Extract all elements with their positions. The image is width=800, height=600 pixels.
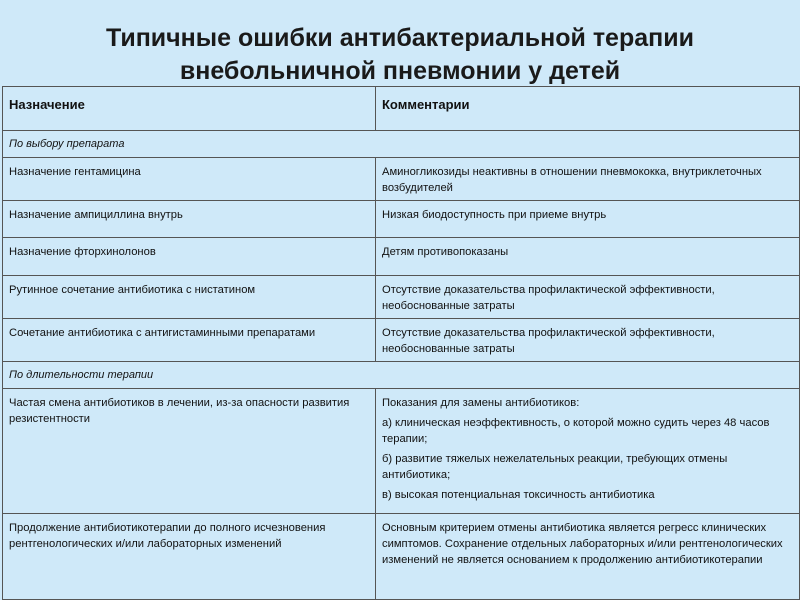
row-assignment: Назначение фторхинолонов — [3, 238, 376, 276]
row-comment — [376, 158, 800, 201]
row-comment — [376, 276, 800, 319]
table-row — [3, 158, 800, 201]
section-label: По выбору препарата — [3, 131, 800, 158]
table-header-row — [3, 87, 800, 131]
row-comment — [376, 514, 800, 600]
comment-paragraph: Основным критерием отмены антибиотика является регресс клинических симптомов. Сохранение отдельных лабораторных и/или рентгенологических изменений не является основанием к продолжению антибиотикотерапии — [382, 522, 783, 566]
table-row — [3, 238, 800, 276]
row-assignment: Назначение ампициллина внутрь — [3, 201, 376, 238]
table-row — [3, 276, 800, 319]
slide-title — [0, 22, 800, 88]
title-line-1: Типичные ошибки антибактериальной терапии — [106, 24, 694, 52]
table-row — [3, 201, 800, 238]
comment-paragraph: Аминогликозиды неактивны в отношении пневмококка, внутриклеточных возбудителей — [382, 166, 762, 194]
row-comment — [376, 319, 800, 362]
row-assignment: Продолжение антибиотикотерапии до полного исчезновения рентгенологических и/или лабораторных изменений — [3, 514, 376, 600]
section-row-duration — [3, 362, 800, 389]
row-assignment: Частая смена антибиотиков в лечении, из-за опасности развития резистентности — [3, 389, 376, 514]
comment-paragraph: а) клиническая неэффективность, о которой можно судить через 48 часов терапии; — [382, 417, 770, 445]
row-comment — [376, 238, 800, 276]
row-assignment: Сочетание антибиотика с антигистаминными препаратами — [3, 319, 376, 362]
errors-table — [2, 86, 800, 600]
comment-paragraph: Низкая биодоступность при приеме внутрь — [382, 209, 607, 221]
comment-paragraph: Показания для замены антибиотиков: — [382, 397, 580, 409]
header-cell-assignment: Назначение — [3, 87, 376, 131]
table-row — [3, 514, 800, 600]
header-cell-comments: Комментарии — [376, 87, 800, 131]
table-row — [3, 319, 800, 362]
row-assignment: Назначение гентамицина — [3, 158, 376, 201]
comment-paragraph: б) развитие тяжелых нежелательных реакции, требующих отмены антибиотика; — [382, 453, 728, 481]
row-comment — [376, 201, 800, 238]
title-line-2: внебольничной пневмонии у детей — [179, 57, 621, 85]
section-row-drug-choice — [3, 131, 800, 158]
comment-paragraph: в) высокая потенциальная токсичность антибиотика — [382, 489, 655, 501]
section-label: По длительности терапии — [3, 362, 800, 389]
comment-paragraph: Отсутствие доказательства профилактической эффективности, необоснованные затраты — [382, 327, 715, 355]
comment-paragraph: Отсутствие доказательства профилактической эффективности, необоснованные затраты — [382, 284, 715, 312]
comment-paragraph: Детям противопоказаны — [382, 246, 509, 258]
row-assignment: Рутинное сочетание антибиотика с нистатином — [3, 276, 376, 319]
row-comment — [376, 389, 800, 514]
table-row — [3, 389, 800, 514]
